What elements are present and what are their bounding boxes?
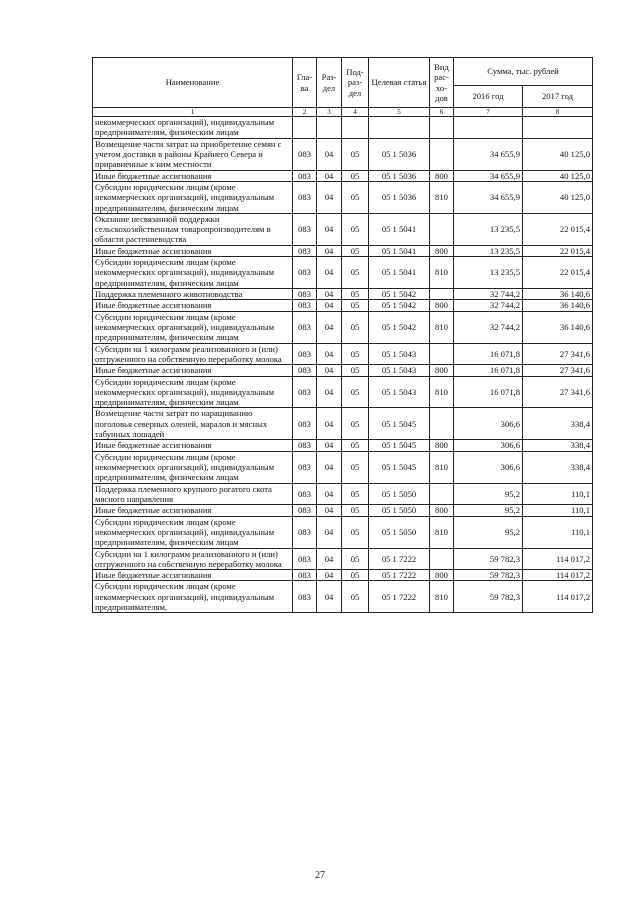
header-vid: Вид рас-хо-дов: [430, 58, 454, 108]
row-glava: 083: [293, 505, 317, 516]
row-amount-2017: 338,4: [523, 408, 593, 440]
row-amount-2017: 27 341,6: [523, 365, 593, 376]
row-razdel: 04: [317, 505, 342, 516]
row-podrazdel: 05: [342, 483, 369, 505]
table-row: [93, 170, 593, 181]
table-row: [93, 117, 593, 139]
row-razdel: 04: [317, 440, 342, 451]
row-name: Субсидии юридическим лицам (кроме некоммерческих организаций), индивидуальным предпринимателям,: [93, 581, 293, 613]
row-amount-2017: 40 125,0: [523, 181, 593, 213]
header-year-2017: 2017 год: [523, 86, 593, 108]
row-celevaya: 05 1 7222: [369, 570, 430, 581]
table-row: [93, 300, 593, 311]
row-celevaya: 05 1 5045: [369, 408, 430, 440]
row-celevaya: 05 1 5042: [369, 311, 430, 343]
row-amount-2016: 59 782,3: [454, 581, 523, 613]
row-podrazdel: 05: [342, 516, 369, 548]
row-razdel: 04: [317, 581, 342, 613]
row-vid: 800: [430, 365, 454, 376]
row-podrazdel: 05: [342, 300, 369, 311]
row-glava: 083: [293, 138, 317, 170]
row-vid: 800: [430, 570, 454, 581]
row-celevaya: 05 1 5036: [369, 181, 430, 213]
row-vid: 810: [430, 516, 454, 548]
row-vid: [430, 483, 454, 505]
row-razdel: 04: [317, 483, 342, 505]
row-razdel: 04: [317, 181, 342, 213]
row-celevaya: 05 1 7222: [369, 548, 430, 570]
row-glava: 083: [293, 516, 317, 548]
column-number: 8: [523, 108, 593, 117]
row-name: Иные бюджетные ассигнования: [93, 505, 293, 516]
row-podrazdel: 05: [342, 548, 369, 570]
row-glava: 083: [293, 548, 317, 570]
column-number: 5: [369, 108, 430, 117]
row-razdel: 04: [317, 365, 342, 376]
row-razdel: 04: [317, 408, 342, 440]
table-row: [93, 483, 593, 505]
row-name: некоммерческих организаций), индивидуальным предпринимателям, физическим лицам: [93, 117, 293, 139]
row-razdel: 04: [317, 376, 342, 408]
table-row: [93, 257, 593, 289]
row-amount-2016: 32 744,2: [454, 300, 523, 311]
row-podrazdel: 05: [342, 170, 369, 181]
row-razdel: 04: [317, 311, 342, 343]
table-row: [93, 289, 593, 300]
row-amount-2016: 95,2: [454, 516, 523, 548]
row-amount-2016: 13 235,5: [454, 257, 523, 289]
row-vid: 800: [430, 300, 454, 311]
row-amount-2017: 110,1: [523, 505, 593, 516]
row-podrazdel: [342, 117, 369, 139]
row-amount-2016: 306,6: [454, 440, 523, 451]
row-glava: 083: [293, 570, 317, 581]
row-amount-2017: 36 140,6: [523, 300, 593, 311]
row-name: Субсидии юридическим лицам (кроме некоммерческих организаций), индивидуальным предпринимателям, физическим лицам: [93, 181, 293, 213]
row-glava: 083: [293, 451, 317, 483]
row-amount-2017: 36 140,6: [523, 311, 593, 343]
row-celevaya: 05 1 5043: [369, 343, 430, 365]
row-name: Субсидии юридическим лицам (кроме некоммерческих организаций), индивидуальным предпринимателям, физическим лицам: [93, 451, 293, 483]
row-glava: 083: [293, 440, 317, 451]
row-name: Иные бюджетные ассигнования: [93, 440, 293, 451]
row-razdel: 04: [317, 170, 342, 181]
row-amount-2016: [454, 117, 523, 139]
column-number: 4: [342, 108, 369, 117]
row-vid: [430, 213, 454, 245]
page-number: 27: [315, 870, 325, 881]
row-vid: [430, 117, 454, 139]
row-glava: 083: [293, 181, 317, 213]
row-vid: 810: [430, 257, 454, 289]
row-razdel: 04: [317, 516, 342, 548]
row-glava: 083: [293, 365, 317, 376]
row-glava: 083: [293, 408, 317, 440]
row-amount-2016: 306,6: [454, 451, 523, 483]
row-glava: 083: [293, 376, 317, 408]
row-celevaya: 05 1 5043: [369, 376, 430, 408]
row-vid: 800: [430, 440, 454, 451]
column-number: 7: [454, 108, 523, 117]
table-row: [93, 548, 593, 570]
table-row: [93, 451, 593, 483]
row-podrazdel: 05: [342, 213, 369, 245]
row-name: Субсидии на 1 килограмм реализованного и (или) отгруженного на собственную переработку молока: [93, 548, 293, 570]
row-amount-2017: [523, 117, 593, 139]
row-razdel: 04: [317, 548, 342, 570]
row-amount-2016: 16 071,8: [454, 343, 523, 365]
row-podrazdel: 05: [342, 138, 369, 170]
column-number: 6: [430, 108, 454, 117]
row-celevaya: 05 1 5043: [369, 365, 430, 376]
header-year-2016: 2016 год: [454, 86, 523, 108]
row-amount-2017: 22 015,4: [523, 213, 593, 245]
column-number: 3: [317, 108, 342, 117]
row-amount-2017: 27 341,6: [523, 343, 593, 365]
row-amount-2017: 22 015,4: [523, 245, 593, 256]
row-podrazdel: 05: [342, 570, 369, 581]
row-razdel: 04: [317, 451, 342, 483]
row-amount-2017: 40 125,0: [523, 138, 593, 170]
row-podrazdel: 05: [342, 257, 369, 289]
row-vid: [430, 548, 454, 570]
row-amount-2017: 114 017,2: [523, 548, 593, 570]
row-glava: 083: [293, 343, 317, 365]
row-amount-2016: 34 655,9: [454, 138, 523, 170]
row-vid: 800: [430, 505, 454, 516]
row-amount-2016: 32 744,2: [454, 289, 523, 300]
table-row: [93, 365, 593, 376]
row-vid: 800: [430, 245, 454, 256]
row-amount-2016: 16 071,8: [454, 365, 523, 376]
row-name: Иные бюджетные ассигнования: [93, 570, 293, 581]
row-razdel: 04: [317, 138, 342, 170]
table-row: [93, 581, 593, 613]
row-amount-2017: 36 140,6: [523, 289, 593, 300]
row-amount-2016: 34 655,9: [454, 181, 523, 213]
row-celevaya: 05 1 5050: [369, 516, 430, 548]
row-podrazdel: 05: [342, 365, 369, 376]
table-row: [93, 138, 593, 170]
row-vid: [430, 343, 454, 365]
row-name: Возмещение части затрат по наращиванию поголовья северных оленей, маралов и мясных табунных лошадей: [93, 408, 293, 440]
row-vid: 810: [430, 581, 454, 613]
row-podrazdel: 05: [342, 311, 369, 343]
row-celevaya: 05 1 5042: [369, 289, 430, 300]
table-row: [93, 516, 593, 548]
row-podrazdel: 05: [342, 505, 369, 516]
row-name: Оказание несвязанной поддержки сельскохозяйственным товаропроизводителям в области растениеводства: [93, 213, 293, 245]
row-glava: 083: [293, 581, 317, 613]
row-vid: [430, 408, 454, 440]
table-row: [93, 376, 593, 408]
header-name: Наименование: [93, 58, 293, 108]
row-amount-2016: 95,2: [454, 483, 523, 505]
table-row: [93, 570, 593, 581]
row-glava: [293, 117, 317, 139]
header-razdel: Раз-дел: [317, 58, 342, 108]
row-glava: 083: [293, 257, 317, 289]
table-row: [93, 213, 593, 245]
table-row: [93, 343, 593, 365]
row-celevaya: 05 1 5045: [369, 440, 430, 451]
row-amount-2016: 13 235,5: [454, 213, 523, 245]
row-amount-2016: 59 782,3: [454, 548, 523, 570]
row-amount-2017: 114 017,2: [523, 570, 593, 581]
row-glava: 083: [293, 311, 317, 343]
row-amount-2016: 13 235,5: [454, 245, 523, 256]
row-celevaya: 05 1 5045: [369, 451, 430, 483]
row-podrazdel: 05: [342, 181, 369, 213]
row-razdel: 04: [317, 300, 342, 311]
row-razdel: 04: [317, 289, 342, 300]
row-podrazdel: 05: [342, 408, 369, 440]
table-row: [93, 245, 593, 256]
row-name: Поддержка племенного крупного рогатого скота мясного направления: [93, 483, 293, 505]
row-celevaya: 05 1 5041: [369, 257, 430, 289]
row-amount-2016: 306,6: [454, 408, 523, 440]
row-name: Иные бюджетные ассигнования: [93, 300, 293, 311]
row-name: Субсидии юридическим лицам (кроме некоммерческих организаций), индивидуальным предпринимателям, физическим лицам: [93, 376, 293, 408]
row-celevaya: 05 1 5050: [369, 505, 430, 516]
column-number: 1: [93, 108, 293, 117]
row-amount-2016: 95,2: [454, 505, 523, 516]
header-glava: Гла-ва: [293, 58, 317, 108]
row-podrazdel: 05: [342, 245, 369, 256]
row-glava: 083: [293, 483, 317, 505]
row-podrazdel: 05: [342, 343, 369, 365]
row-celevaya: 05 1 5036: [369, 138, 430, 170]
row-glava: 083: [293, 300, 317, 311]
row-celevaya: 05 1 5050: [369, 483, 430, 505]
row-vid: [430, 289, 454, 300]
row-amount-2017: 114 017,2: [523, 581, 593, 613]
header-celevaya: Целевая статья: [369, 58, 430, 108]
row-razdel: 04: [317, 343, 342, 365]
row-razdel: [317, 117, 342, 139]
row-amount-2016: 16 071,8: [454, 376, 523, 408]
row-vid: 800: [430, 170, 454, 181]
row-vid: 810: [430, 376, 454, 408]
row-amount-2017: 338,4: [523, 451, 593, 483]
row-name: Иные бюджетные ассигнования: [93, 365, 293, 376]
row-amount-2017: 110,1: [523, 483, 593, 505]
row-razdel: 04: [317, 570, 342, 581]
row-amount-2017: 110,1: [523, 516, 593, 548]
budget-table: [92, 57, 593, 613]
row-razdel: 04: [317, 257, 342, 289]
table-body: [93, 117, 593, 613]
column-number-row: [93, 108, 593, 117]
row-name: Субсидии юридическим лицам (кроме некоммерческих организаций), индивидуальным предпринимателям, физическим лицам: [93, 516, 293, 548]
row-vid: 810: [430, 451, 454, 483]
row-amount-2017: 338,4: [523, 440, 593, 451]
row-amount-2016: 34 655,9: [454, 170, 523, 181]
table-row: [93, 440, 593, 451]
row-amount-2017: 27 341,6: [523, 376, 593, 408]
row-celevaya: [369, 117, 430, 139]
row-name: Поддержка племенного животноводства: [93, 289, 293, 300]
row-razdel: 04: [317, 245, 342, 256]
column-number: 2: [293, 108, 317, 117]
row-name: Субсидии юридическим лицам (кроме некоммерческих организаций), индивидуальным предпринимателям, физическим лицам: [93, 311, 293, 343]
row-celevaya: 05 1 5036: [369, 170, 430, 181]
row-glava: 083: [293, 289, 317, 300]
header-podrazdel: Под-раз-дел: [342, 58, 369, 108]
row-name: Иные бюджетные ассигнования: [93, 245, 293, 256]
row-vid: 810: [430, 181, 454, 213]
row-name: Иные бюджетные ассигнования: [93, 170, 293, 181]
row-glava: 083: [293, 213, 317, 245]
row-name: Субсидии на 1 килограмм реализованного и (или) отгруженного на собственную переработку молока: [93, 343, 293, 365]
row-glava: 083: [293, 170, 317, 181]
row-glava: 083: [293, 245, 317, 256]
row-podrazdel: 05: [342, 581, 369, 613]
row-name: Возмещение части затрат на приобретение семян с учетом доставки в районы Крайнего Севера и приравненные к ним местности: [93, 138, 293, 170]
row-razdel: 04: [317, 213, 342, 245]
row-celevaya: 05 1 5041: [369, 213, 430, 245]
table-row: [93, 505, 593, 516]
row-amount-2017: 40 125,0: [523, 170, 593, 181]
row-celevaya: 05 1 5041: [369, 245, 430, 256]
row-celevaya: 05 1 7222: [369, 581, 430, 613]
row-amount-2016: 32 744,2: [454, 311, 523, 343]
table-row: [93, 408, 593, 440]
row-vid: 810: [430, 311, 454, 343]
row-podrazdel: 05: [342, 376, 369, 408]
row-vid: [430, 138, 454, 170]
row-name: Субсидии юридическим лицам (кроме некоммерческих организаций), индивидуальным предпринимателям, физическим лицам: [93, 257, 293, 289]
header-summa: Сумма, тыс. рублей: [454, 58, 593, 86]
row-celevaya: 05 1 5042: [369, 300, 430, 311]
row-podrazdel: 05: [342, 289, 369, 300]
table-header: [93, 58, 593, 117]
row-amount-2016: 59 782,3: [454, 570, 523, 581]
table-row: [93, 181, 593, 213]
row-podrazdel: 05: [342, 440, 369, 451]
row-podrazdel: 05: [342, 451, 369, 483]
table-row: [93, 311, 593, 343]
row-amount-2017: 22 015,4: [523, 257, 593, 289]
